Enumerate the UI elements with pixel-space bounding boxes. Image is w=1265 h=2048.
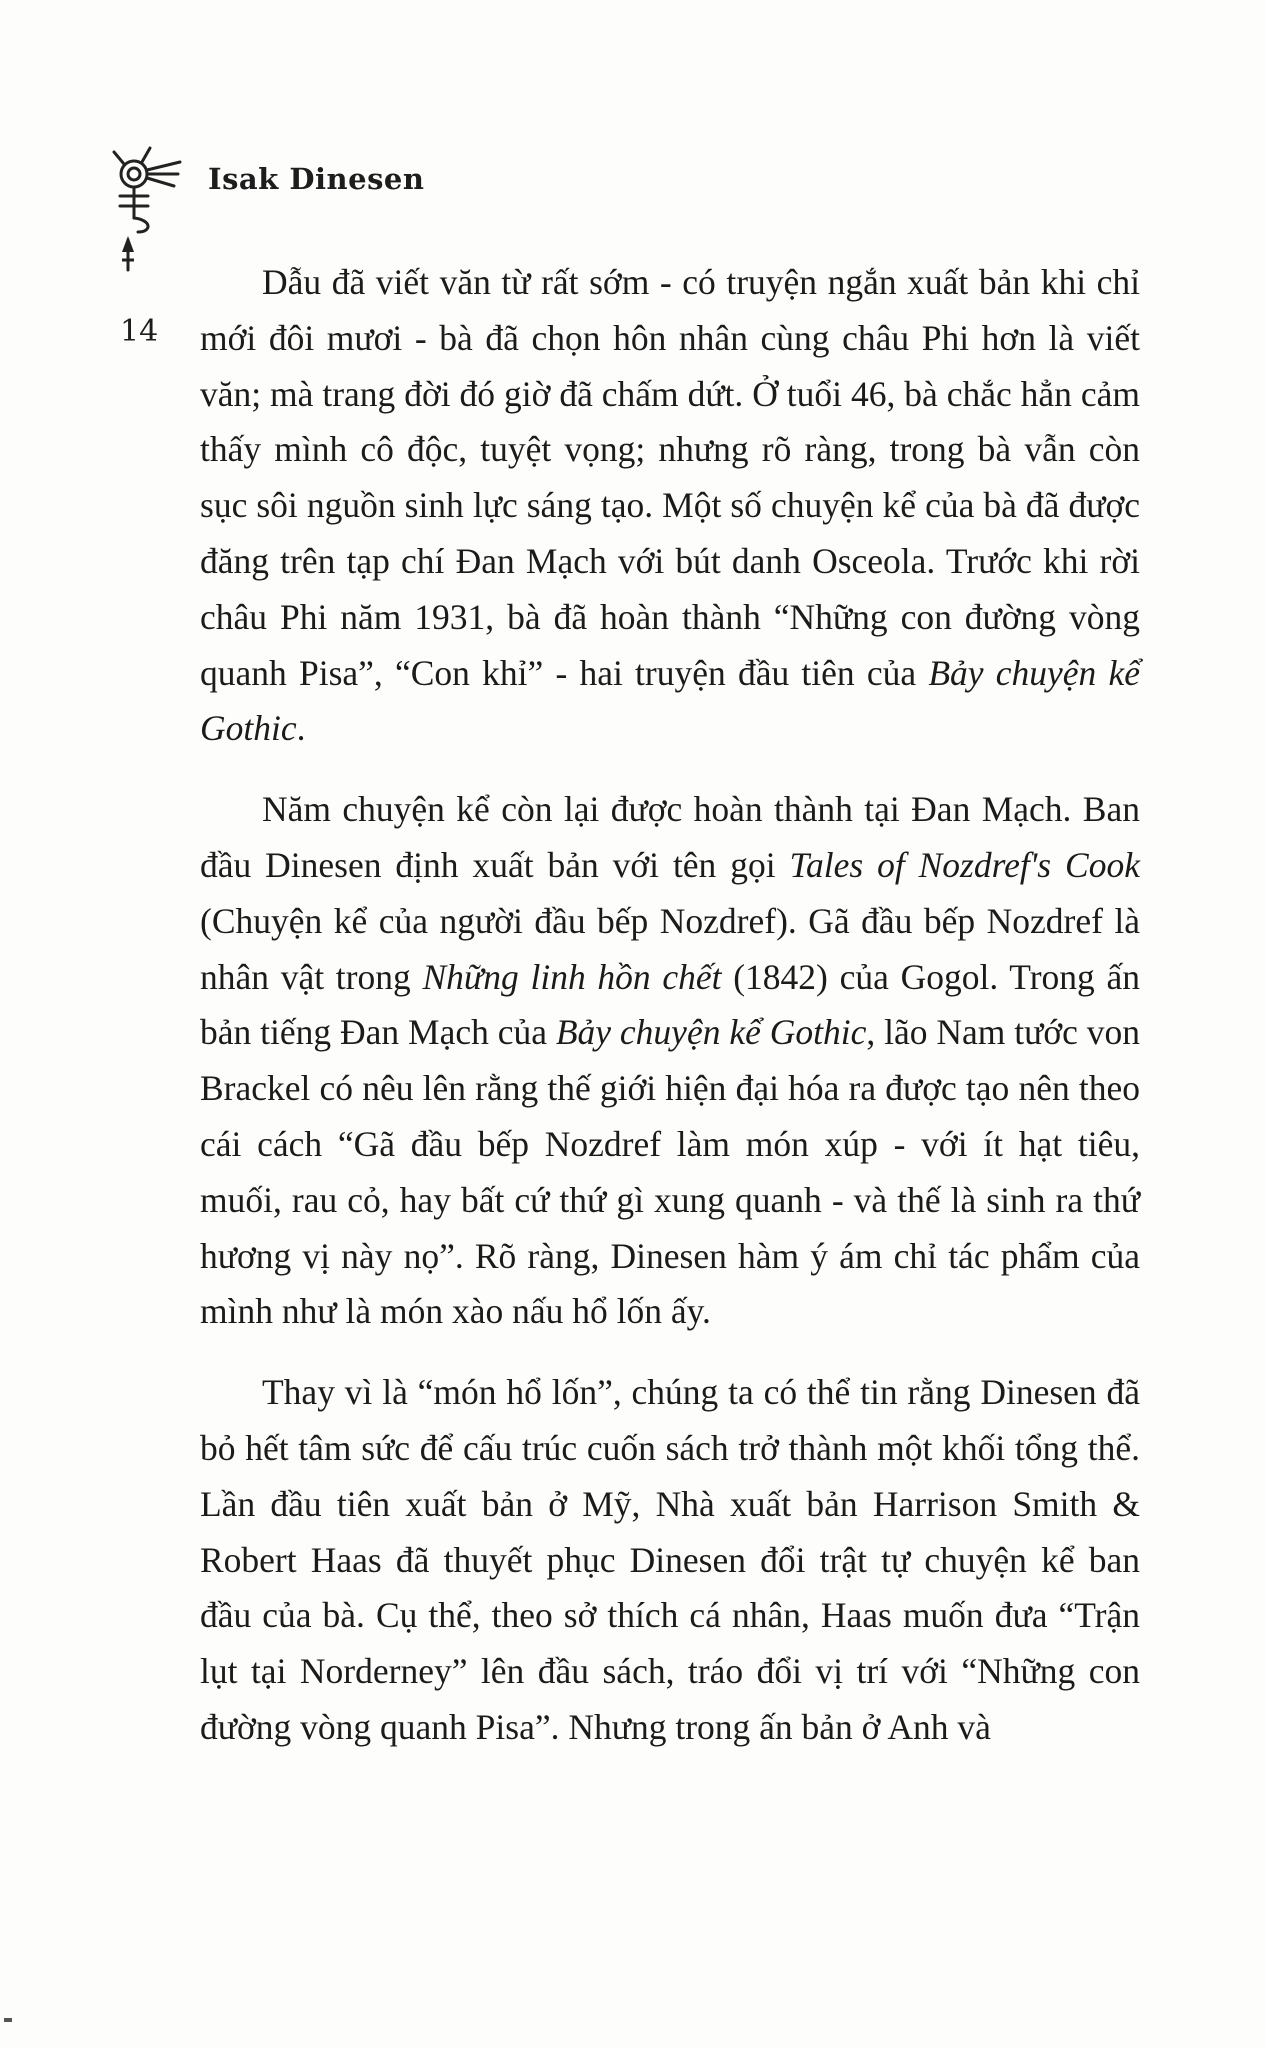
paragraph-text: Thay vì là “món hổ lốn”, chúng ta có thể tin rằng Dinesen đã bỏ hết tâm sức để cấu trúc cuốn sách trở thành một khối tổng thể. Lần đầu tiên xuất bản ở Mỹ, Nhà xuất bản Harrison Smith & Robert Haas đã thuyết phục Dinesen đổi trật tự chuyện kể ban đầu của bà. Cụ thể, theo sở thích cá nhân, Haas muốn đưa “Trận lụt tại Norderney” lên đầu sách, tráo đổi vị trí với “Những con đường vòng quanh Pisa”. Nhưng trong ấn bản ở Anh và <box>200 1372 1140 1747</box>
dragon-ornament-icon <box>112 140 182 300</box>
paragraph <box>200 1365 1140 1756</box>
scan-artifact-mark <box>4 2018 12 2022</box>
paragraph-text: (Chuyện kể của người đầu bếp Nozdref). Gã đầu bếp Nozdref là nhân vật trong <box>200 900 1140 997</box>
italic-title-text: Tales of Nozdref's Cook <box>789 844 1140 885</box>
italic-title-text: Những linh hồn chết <box>422 956 722 997</box>
paragraph <box>200 782 1140 1340</box>
paragraph-text: Dẫu đã viết văn từ rất sớm - có truyện ngắn xuất bản khi chỉ mới đôi mươi - bà đã chọn hôn nhân cùng châu Phi hơn là viết văn; mà trang đời đó giờ đã chấm dứt. Ở tuổi 46, bà chắc hẳn cảm thấy mình cô độc, tuyệt vọng; nhưng rõ ràng, trong bà vẫn còn sục sôi nguồn sinh lực sáng tạo. Một số chuyện kể của bà đã được đăng trên tạp chí Đan Mạch với bút danh Osceola. Trước khi rời châu Phi năm 1931, bà đã hoàn thành “Những con đường vòng quanh Pisa”, “Con khỉ” - hai truyện đầu tiên của <box>200 262 1140 693</box>
running-header-author: Isak Dinesen <box>208 162 425 196</box>
paragraph-text: Năm chuyện kể còn lại được hoàn thành tại Đan Mạch. Ban đầu Dinesen định xuất bản với tên gọi <box>200 789 1140 885</box>
paragraph-text: . <box>296 708 306 749</box>
page-number: 14 <box>120 314 159 349</box>
paragraph-text: (1842) của Gogol. Trong ấn bản tiếng Đan Mạch của <box>200 956 1141 1053</box>
paragraph-text: , lão Nam tước von Brackel có nêu lên rằng thế giới hiện đại hóa ra được tạo nên theo cái cách “Gã đầu bếp Nozdref làm món xúp - với ít hạt tiêu, muối, rau cỏ, hay bất cứ thứ gì xung quanh - và thế là sinh ra thứ hương vị này nọ”. Rõ ràng, Dinesen hàm ý ám chỉ tác phẩm của mình như là món xào nấu hổ lốn ấy. <box>200 1012 1140 1332</box>
italic-title-text: Bảy chuyện kể Gothic <box>555 1012 867 1053</box>
body-text <box>200 255 1140 1756</box>
paragraph <box>200 255 1140 757</box>
italic-title-text: Bảy chuyện kể Gothic <box>200 652 1140 749</box>
